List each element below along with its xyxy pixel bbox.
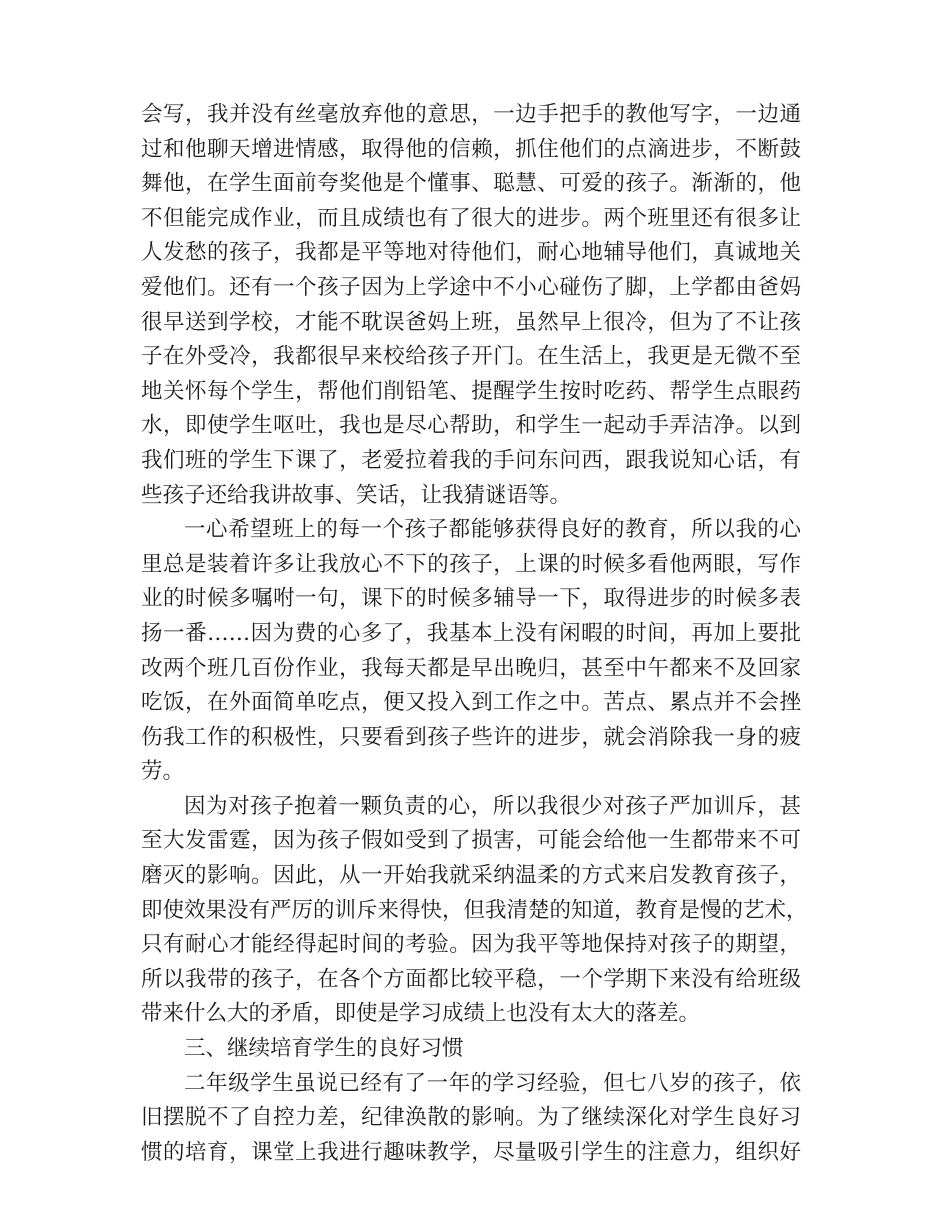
text-line: 很早送到学校，才能不耽误爸妈上班，虽然早上很冷，但为了不让孩: [141, 309, 801, 335]
text-line: 所以我带的孩子，在各个方面都比较平稳，一个学期下来没有给班级: [141, 966, 801, 992]
paragraph-teaching-care: [141, 98, 801, 513]
text-line: 惯的培育，课堂上我进行趣味教学，尽量吸引学生的注意力，组织好: [141, 1139, 801, 1165]
text-line: 因为对孩子抱着一颗负责的心，所以我很少对孩子严加训斥，甚: [184, 793, 801, 819]
text-line: 磨灭的影响。因此，从一开始我就采纳温柔的方式来启发教育孩子，: [141, 863, 801, 889]
text-line: 劳。: [141, 759, 185, 785]
text-line: 扬一番……因为费的心多了，我基本上没有闲暇的时间，再加上要批: [141, 620, 801, 646]
text-line: 舞他，在学生面前夸奖他是个懂事、聪慧、可爱的孩子。渐渐的，他: [141, 171, 801, 197]
text-line: 会写，我并没有丝毫放弃他的意思，一边手把手的教他写字，一边通: [141, 102, 801, 127]
text-line: 旧摆脱不了自控力差，纪律涣散的影响。为了继续深化对学生良好习: [141, 1105, 801, 1131]
text-line: 地关怀每个学生，帮他们削铅笔、提醒学生按时吃药、帮学生点眼药: [141, 378, 801, 404]
text-line: 二年级学生虽说已经有了一年的学习经验，但七八岁的孩子，依: [184, 1070, 801, 1096]
text-line: 一心希望班上的每一个孩子都能够获得良好的教育，所以我的心: [184, 517, 801, 543]
text-line: 爱他们。还有一个孩子因为上学途中不小心碰伤了脚，上学都由爸妈: [141, 274, 801, 300]
text-line: 即使效果没有严厉的训斥来得快，但我清楚的知道，教育是慢的艺术，: [141, 897, 808, 923]
text-line: 人发愁的孩子，我都是平等地对待他们，耐心地辅导他们，真诚地关: [141, 240, 801, 266]
paragraph-patience: [141, 790, 808, 1032]
text-line: 至大发雷霆，因为孩子假如受到了损害，可能会给他一生都带来不可: [141, 828, 801, 854]
text-line: 伤我工作的积极性，只要看到孩子些许的进步，就会消除我一身的疲: [141, 724, 801, 750]
paragraph-habits: [141, 1067, 801, 1171]
section-heading: [141, 1032, 801, 1067]
text-line: 里总是装着许多让我放心不下的孩子，上课的时候多看他两眼，写作: [141, 551, 801, 577]
text-line: 吃饭，在外面简单吃点，便又投入到工作之中。苦点、累点并不会挫: [141, 690, 801, 716]
text-line: 我们班的学生下课了，老爱拉着我的手问东问西，跟我说知心话，有: [141, 447, 801, 473]
text-line: 子在外受冷，我都很早来校给孩子开门。在生活上，我更是无微不至: [141, 344, 801, 370]
document-body: [141, 98, 808, 1170]
section-heading-text: 三、继续培育学生的良好习惯: [184, 1036, 464, 1062]
text-line: 只有耐心才能经得起时间的考验。因为我平等地保持对孩子的期望，: [141, 932, 801, 958]
text-line: 带来什么大的矛盾，即使是学习成绩上也没有太大的落差。: [141, 1001, 701, 1027]
text-line: 些孩子还给我讲故事、笑话，让我猜谜语等。: [141, 482, 572, 508]
paragraph-hopes: [141, 513, 801, 790]
text-line: 过和他聊天增进情感，取得他的信赖，抓住他们的点滴进步，不断鼓: [141, 136, 801, 162]
text-line: 水，即使学生呕吐，我也是尽心帮助，和学生一起动手弄洁净。以到: [141, 413, 801, 439]
text-line: 不但能完成作业，而且成绩也有了很大的进步。两个班里还有很多让: [141, 205, 801, 231]
text-line: 业的时候多嘱咐一句，课下的时候多辅导一下，取得进步的时候多表: [141, 586, 801, 612]
text-line: 改两个班几百份作业，我每天都是早出晚归，甚至中午都来不及回家: [141, 655, 801, 681]
